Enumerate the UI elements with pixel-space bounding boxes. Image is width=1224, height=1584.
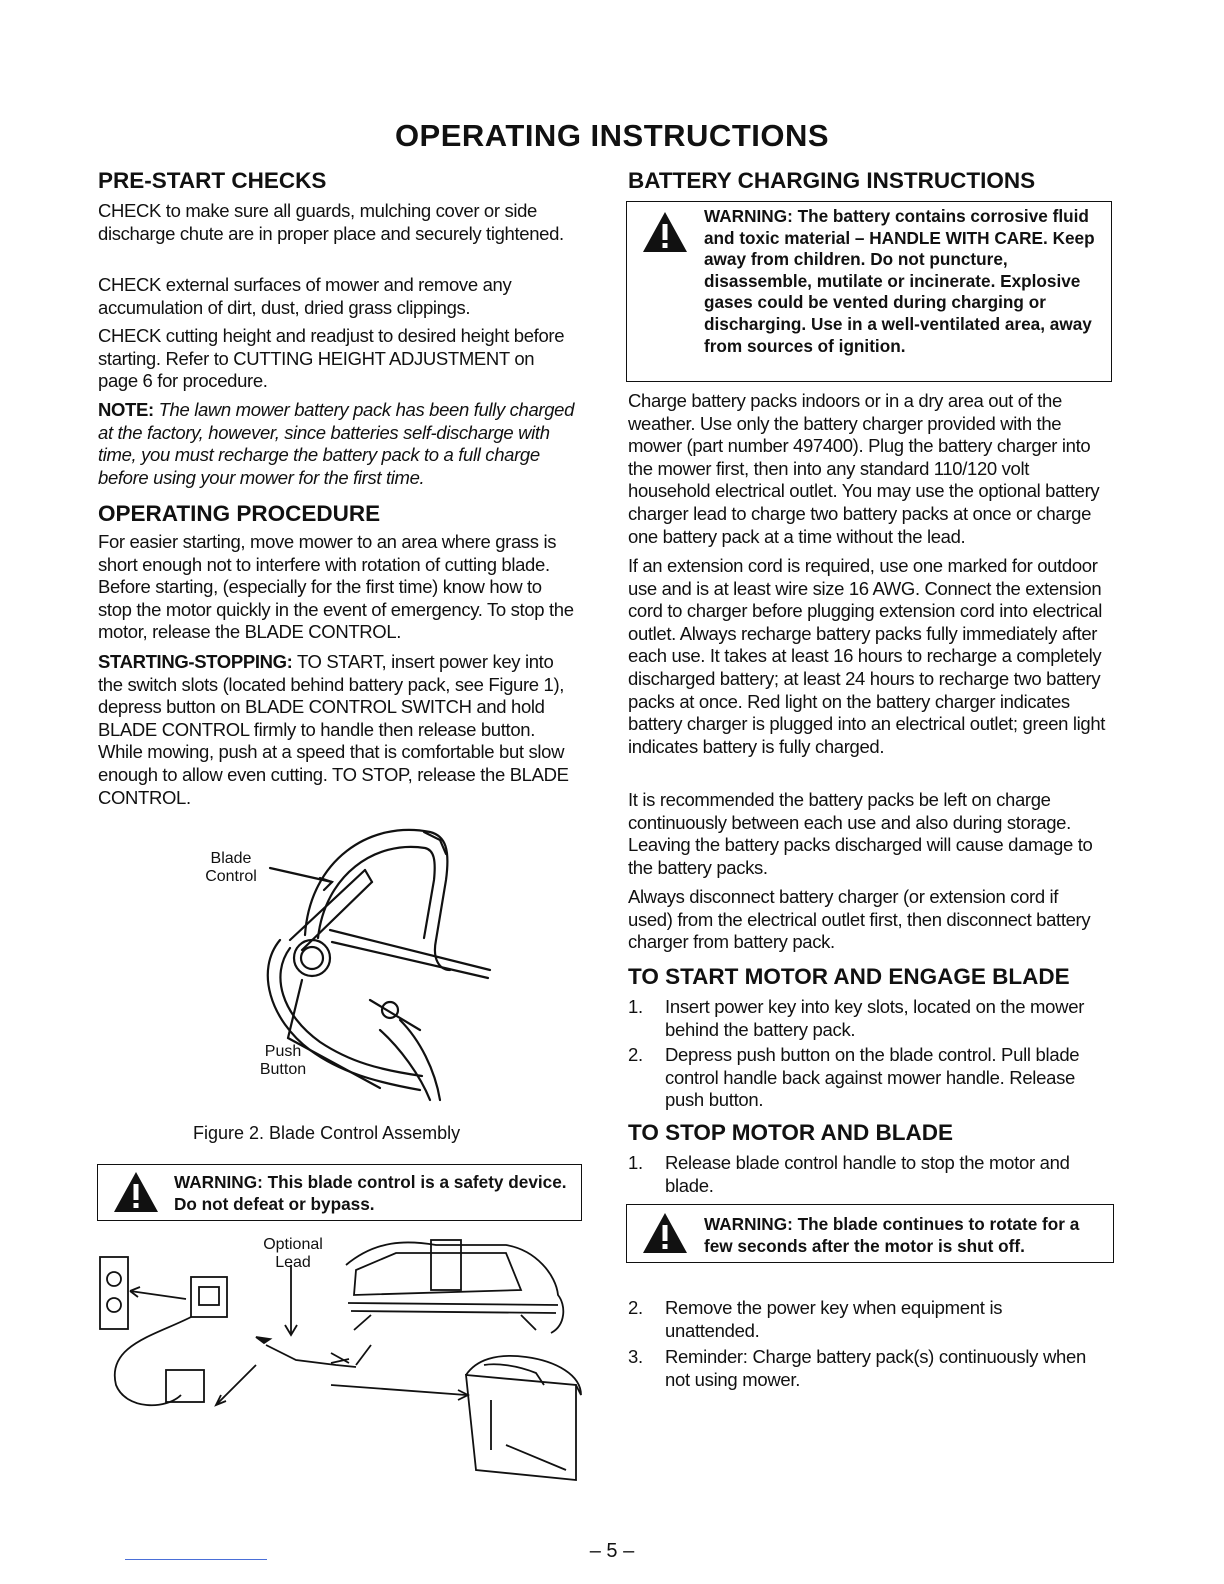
blade-control-warning-text: WARNING: This blade control is a safety device. Do not defeat or bypass.: [174, 1172, 567, 1214]
warning-triangle-icon: [112, 1170, 160, 1214]
step-text: Depress push button on the blade control. Pull blade control handle back against mower handle. Release push button.: [665, 1044, 1080, 1111]
note-paragraph: [98, 399, 580, 489]
charger-plug: [166, 1370, 204, 1402]
check-paragraph-2: CHECK external surfaces of mower and remove any accumulation of dirt, dust, dried grass clippings.: [98, 274, 512, 318]
footer-rule: [125, 1559, 267, 1560]
step-number: 1.: [628, 996, 643, 1017]
blade-label-line1: Blade: [210, 850, 252, 867]
blade-rotation-warning: [626, 1204, 1114, 1263]
battery-heading: BATTERY CHARGING INSTRUCTIONS: [628, 168, 1036, 193]
stop-step: [628, 1346, 1118, 1392]
step-number: 2.: [628, 1044, 643, 1065]
starting-paragraph: [98, 651, 576, 809]
charger-illustration: [96, 1235, 591, 1495]
check-paragraph-3: CHECK cutting height and readjust to desired height before starting. Refer to CUTTING HEIGHT ADJUSTMENT on page 6 for procedure.: [98, 325, 565, 392]
check-paragraph-1: CHECK to make sure all guards, mulching cover or side discharge chute are in proper place and securely tightened.: [98, 200, 564, 244]
warning-triangle-icon: [641, 210, 689, 254]
start-step: [628, 1044, 1118, 1114]
page-number: – 5 –: [589, 1540, 635, 1562]
charger-box: [191, 1277, 227, 1317]
stop-step: [628, 1297, 1118, 1343]
optional-label-line2: Lead: [275, 1254, 311, 1271]
step-number: 2.: [628, 1297, 643, 1318]
step-text: Remove the power key when equipment is unattended.: [665, 1297, 1003, 1341]
warning-triangle-icon: [641, 1211, 689, 1255]
prestart-heading: PRE-START CHECKS: [98, 168, 327, 193]
starting-label: STARTING-STOPPING:: [98, 651, 293, 672]
optional-label-line1: Optional: [263, 1236, 323, 1253]
charge-paragraph-3: It is recommended the battery packs be left on charge continuously between each use and also during storage. Leaving the battery packs discharged will cause damage to the battery packs.: [628, 789, 1093, 878]
start-step: [628, 996, 1118, 1042]
step-number: 3.: [628, 1346, 643, 1367]
blade-rotation-warning-text: WARNING: The blade continues to rotate for a few seconds after the motor is shut off.: [704, 1214, 1080, 1256]
charge-paragraph-2: If an extension cord is required, use one marked for outdoor use and is at least wire size 16 AWG. Connect the extension cord to charger before plugging extension cord into electrical outlet. Always recharge battery packs fully immediately after each use. It takes at least 16 hours to recharge a completely discharged battery; at least 24 hours to recharge two battery packs at once. Red light on the battery charger indicates battery charger is plugged into an electrical outlet; green light indicates battery is fully charged.: [628, 555, 1106, 757]
start-motor-heading: TO START MOTOR AND ENGAGE BLADE: [628, 964, 1070, 989]
page-title: OPERATING INSTRUCTIONS: [394, 118, 830, 153]
step-text: Insert power key into key slots, located on the mower behind the battery pack.: [665, 996, 1085, 1040]
note-label: NOTE:: [98, 399, 154, 420]
stop-step: [628, 1152, 1118, 1198]
figure-2-caption: Figure 2. Blade Control Assembly: [193, 1123, 461, 1143]
push-label-line2: Button: [259, 1061, 307, 1078]
starting-text: TO START, insert power key into the switch slots (located behind battery pack, see Figure 1), depress button on BLADE CONTROL SWITCH and hold BLADE CONTROL firmly to handle then release button. While mowing, push at a speed that is comfortable but slow enough to allow even cutting. TO STOP, release the BLADE CONTROL.: [98, 651, 569, 808]
step-text: Release blade control handle to stop the motor and blade.: [665, 1152, 1070, 1196]
stop-motor-heading: TO STOP MOTOR AND BLADE: [628, 1120, 954, 1145]
step-text: Reminder: Charge battery pack(s) continuously when not using mower.: [665, 1346, 1086, 1390]
note-text: The lawn mower battery pack has been fully charged at the factory, however, since batteries self-discharge with time, you must recharge the battery pack to a full charge before using your mower for the first time.: [98, 399, 575, 488]
blade-control-illustration: [250, 820, 500, 1120]
operating-heading: OPERATING PROCEDURE: [98, 501, 381, 526]
push-label-line1: Push: [264, 1043, 302, 1060]
battery-warning-text: WARNING: The battery contains corrosive fluid and toxic material – HANDLE WITH CARE. Keep away from children. Do not puncture, disassemble, mutilate or incinerate. Explosive gases could be vented during charging or discharging. Use in a well-ventilated area, away from sources of ignition.: [704, 206, 1095, 356]
step-number: 1.: [628, 1152, 643, 1173]
operating-paragraph: For easier starting, move mower to an area where grass is short enough not to interfere with rotation of cutting blade. Before starting, (especially for the first time) know how to stop the motor quickly in the event of emergency. To stop the motor, release the BLADE CONTROL.: [98, 531, 574, 643]
battery-pack: [466, 1375, 576, 1480]
blade-label-line2: Control: [205, 868, 257, 885]
battery-warning: [626, 201, 1112, 382]
charge-paragraph-4: Always disconnect battery charger (or extension cord if used) from the electrical outlet first, then disconnect battery charger from battery pack.: [628, 886, 1091, 953]
blade-control-warning: [97, 1164, 582, 1221]
wall-outlet: [100, 1257, 128, 1329]
charge-paragraph-1: Charge battery packs indoors or in a dry area out of the weather. Use only the battery charger provided with the mower (part number 497400). Plug the battery charger into the mower first, then into any standard 110/120 volt household electrical outlet. You may use the optional battery charger lead to charge two battery packs at once or charge one battery pack at a time without the lead.: [628, 390, 1100, 547]
